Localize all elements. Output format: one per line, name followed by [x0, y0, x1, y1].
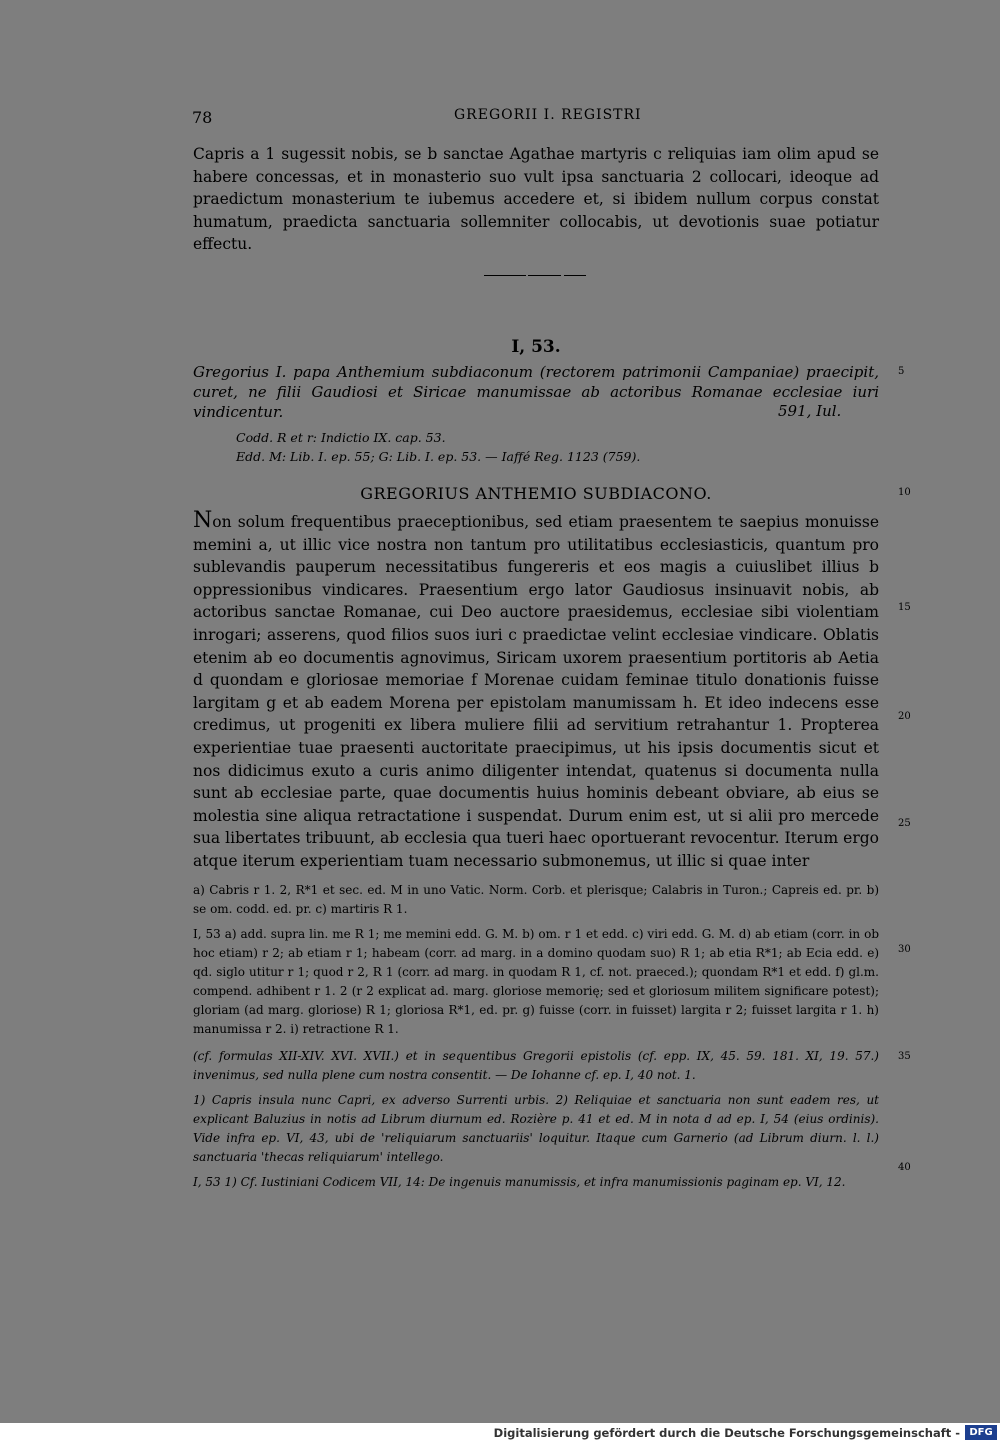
divider-rule-2	[528, 275, 561, 276]
funding-footer	[0, 1423, 1000, 1444]
codices-line: Codd. R et r: Indictio IX. cap. 53.	[236, 430, 446, 445]
margin-line-number: 20	[898, 711, 911, 722]
margin-line-number: 30	[898, 944, 911, 955]
margin-line-number: 10	[898, 487, 911, 498]
margin-line-number: 5	[898, 366, 905, 377]
note-previous-letter: 1) Capris insula nunc Capri, ex adverso Surrenti urbis. 2) Reliquiae et sanctuaria non sunt eadem res, ut explicant Baluzius in notis ad Librum diurnum ed. Rozière p. 41 et ed. M in nota d ad ep. I, 54 (eius ordinis). Vide infra ep. VI, 43, ubi de 'reliquiarum sanctuariis' loquitur. Itaque cum Garnerio (ad Librum diurn. l. l.) sanctuaria 'thecas reliquiarum' intellego.	[193, 1093, 879, 1164]
commentary-notes	[193, 1047, 879, 1198]
letter-summary: Gregorius I. papa Anthemium subdiaconum (rectorem patrimonii Campaniae) praecipit, curet, ne filii Gaudiosi et Siricae manumissae ab actoribus Romanae ecclesiae iuri vindicentur.	[193, 363, 879, 421]
margin-line-number: 25	[898, 818, 911, 829]
editions-line: Edd. M: Lib. I. ep. 55; G: Lib. I. ep. 53. — Iaffé Reg. 1123 (759).	[236, 449, 641, 464]
continued-note: (cf. formulas XII-XIV. XVI. XVII.) et in sequentibus Gregorii epistolis (cf. epp. IX, 45. 59. 181. XI, 19. 57.) invenimus, sed nulla plene cum nostra consentit. — De Iohanne cf. ep. I, 40 not. 1.	[193, 1049, 879, 1082]
letter-date: 591, Iul.	[778, 402, 842, 420]
letter-text: on solum frequentibus praeceptionibus, sed etiam praesentem te saepius monuisse memini a, ut illic vice nostra non tantum pro utilitatibus ecclesiasticis, quantum pro sublevandis pauperum necessitatibus fungereris et eos magis a cuiuslibet illius b oppressionibus vindicares. Praesentium ergo lator Gaudiosus insinuavit nobis, ab actoribus sanctae Romanae, cui Deo auctore praesidemus, ecclesiae sibi violentiam inrogari; asserens, quod filios suos iuri c praedictae velint ecclesiae vindicare. Oblatis etenim ab eo documentis agnovimus, Siricam uxorem praesentium portitoris ab Aetia d quondam e gloriosae memoriae f Morenae cuidam feminae titulo donationis fuisse largitam g et ab eadem Morena per epistolam manumissam h. Et ideo indecens esse credimus, ut progeniti ex libera muliere filii ad servitium retrahantur 1. Propterea experientiae tuae praesenti auctoritate praecipimus, ut his ipsis documentis sicut et nos didicimus exuto a curis animo diligenter intendat, quatenus si documenta nulla sunt ab ecclesiae parte, quae documentis huius hominis debeant obviare, ab eius se molestia sine aliqua retractatione i suspendat. Durum enim est, ut si alii pro mercede sua libertates tribuunt, ab ecclesia qua tueri haec oportuerant revocentur. Iterum ergo atque iterum experientiam tuam necessario submonemus, ut illic si quae inter	[193, 513, 879, 870]
funding-text: Digitalisierung gefördert durch die Deutsche Forschungsgemeinschaft -	[493, 1426, 960, 1440]
running-title: GREGORII I. REGISTRI	[454, 107, 642, 123]
note-letter-53: I, 53 1) Cf. Iustiniani Codicem VII, 14: De ingenuis manumissis, et infra manumissionis paginam ep. VI, 12.	[193, 1175, 846, 1189]
margin-line-number: 35	[898, 1051, 911, 1062]
apparatus-previous-letter: a) Cabris r 1. 2, R*1 et sec. ed. M in uno Vatic. Norm. Corb. et plerisque; Calabris in Turon.; Capreis ed. pr. b) se om. codd. ed. pr. c) martiris R 1.	[193, 883, 879, 916]
continuation-text	[193, 143, 879, 256]
critical-apparatus	[193, 881, 879, 1045]
continuation-paragraph: Capris a 1 sugessit nobis, se b sanctae Agathae martyris c reliquias iam olim apud se habere concessas, et in monasterio suo vult ipsa sanctuaria 2 collocari, ideoque ad praedictum monasterium te iubemus accedere et, si ibidem nullum corpus constat humatum, praedicta sanctuaria sollemniter collocabis, ut devotionis suae potiatur effectu.	[193, 145, 879, 254]
letter-body	[193, 510, 879, 873]
divider-rule-3	[564, 275, 586, 276]
apparatus-letter-53: I, 53 a) add. supra lin. me R 1; me memini edd. G. M. b) om. r 1 et edd. c) viri edd. G. M. d) ab etiam (corr. in ob hoc etiam) r 2; ab etiam r 1; habeam (corr. ad marg. in a domino quodam suo) R 1; ab etia R*1; ab Ecia edd. e) qd. siglo utitur r 1; quod r 2, R 1 (corr. ad marg. in quodam R 1, cf. not. praeced.); quondam R*1 et edd. f) gl.m. compend. adhibent r 1. 2 (r 2 explicat ad. marg. gloriose memorię; sed et gloriosum militem significare potest); gloriam (ad marg. gloriose) R 1; gloriosa R*1, ed. pr. g) fuisse (corr. in fuisset) largita r 2; fuisset largita r 1. h) manumissa r 2. i) retractione R 1.	[193, 927, 879, 1036]
divider-rule-1	[484, 275, 526, 276]
margin-line-number: 15	[898, 602, 911, 613]
letter-number: I, 53.	[511, 337, 561, 357]
page-number: 78	[192, 108, 213, 127]
drop-capital: N	[193, 508, 213, 533]
margin-line-number: 40	[898, 1162, 911, 1173]
dfg-logo: DFG	[965, 1425, 997, 1440]
addressee-heading: GREGORIUS ANTHEMIO SUBDIACONO.	[360, 484, 712, 503]
